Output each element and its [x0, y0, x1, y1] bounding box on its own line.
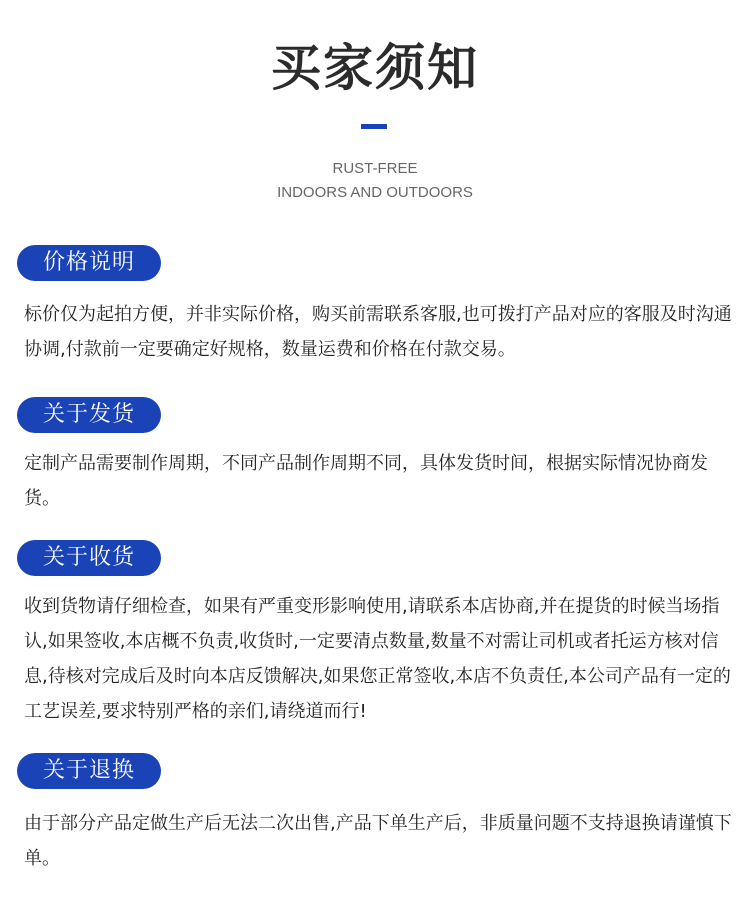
section-body-returns: 由于部分产品定做生产后无法二次出售,产品下单生产后，非质量问题不支持退换请谨慎下单。 [24, 813, 732, 869]
section-body-price: 标价仅为起拍方便，并非实际价格，购买前需联系客服,也可拨打产品对应的客服及时沟通协调,付款前一定要确定好规格，数量运费和价格在付款交易。 [24, 304, 732, 360]
subtitle-indoors-outdoors: INDOORS AND OUTDOORS [277, 184, 473, 201]
title-underline-bar [361, 124, 387, 129]
section-heading-shipping: 关于发货 [17, 397, 161, 433]
section-heading-receiving: 关于收货 [17, 540, 161, 576]
section-body-shipping: 定制产品需要制作周期，不同产品制作周期不同，具体发货时间，根据实际情况协商发货。 [24, 453, 708, 509]
section-heading-price: 价格说明 [17, 245, 161, 281]
page-title: 买家须知 [271, 39, 479, 97]
subtitle-rust-free: RUST-FREE [332, 160, 418, 177]
section-body-receiving: 收到货物请仔细检查，如果有严重变形影响使用,请联系本店协商,并在提货的时候当场指认,如果签收,本店概不负责,收货时,一定要清点数量,数量不对需让司机或者托运方核对信息,待核对完成后及时向本店反馈解决,如果您正常签收,本店不负责任,本公司产品有一定的工艺误差,要求特别严格的亲们,请绕道而行! [24, 596, 731, 722]
section-heading-returns: 关于退换 [17, 753, 161, 789]
